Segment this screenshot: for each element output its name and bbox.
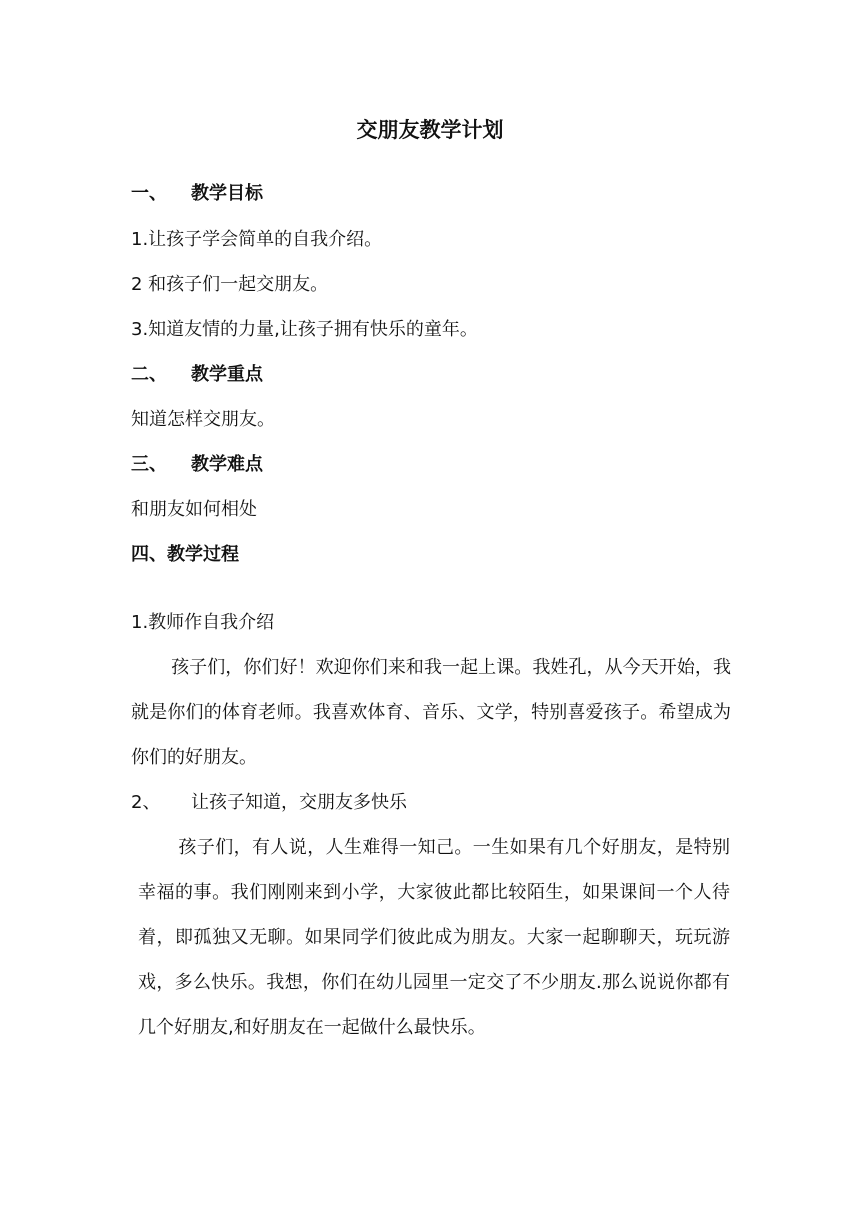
section-heading-goals — [131, 182, 263, 206]
section-number: 一、 — [131, 183, 167, 204]
key-points-text: 知道怎样交朋友。 — [131, 409, 275, 430]
difficulties-text: 和朋友如何相处 — [131, 499, 257, 520]
step-title: 让孩子知道，交朋友多快乐 — [191, 792, 407, 813]
section-title: 教学目标 — [191, 183, 263, 204]
section-heading-process: 四、教学过程 — [131, 544, 239, 565]
paragraph-text: 孩子们，有人说，人生难得一知己。一生如果有几个好朋友，是特别幸福的事。我们刚刚来到小学，大家彼此都比较陌生，如果课间一个人待着，即孤独又无聊。如果同学们彼此成为朋友。大家一起聊聊天，玩玩游戏，多么快乐。我想，你们在幼儿园里一定交了不少朋友.那么说说你都有几个好朋友,和好朋友在一起做什么最快乐。 — [138, 837, 730, 1038]
process-step-1-title: 1.教师作自我介绍 — [131, 612, 275, 633]
goal-item-3: 3.知道友情的力量,让孩子拥有快乐的童年。 — [131, 319, 478, 340]
process-step-1-body — [131, 645, 731, 780]
section-title: 教学难点 — [191, 454, 263, 475]
section-title: 教学重点 — [191, 364, 263, 385]
goal-item-1: 1.让孩子学会简单的自我介绍。 — [131, 229, 383, 250]
step-number: 2、 — [131, 792, 161, 813]
section-heading-difficulties — [131, 453, 263, 477]
document-title: 交朋友教学计划 — [356, 118, 504, 142]
process-step-2-body — [138, 825, 730, 1050]
process-step-2-title — [131, 791, 407, 815]
section-number: 二、 — [131, 364, 167, 385]
section-heading-key-points — [131, 363, 263, 387]
goal-item-2: 2 和孩子们一起交朋友。 — [131, 274, 329, 295]
paragraph-text: 孩子们，你们好！欢迎你们来和我一起上课。我姓孔，从今天开始，我就是你们的体育老师。我喜欢体育、音乐、文学，特别喜爱孩子。希望成为你们的好朋友。 — [131, 657, 731, 768]
section-number: 三、 — [131, 454, 167, 475]
